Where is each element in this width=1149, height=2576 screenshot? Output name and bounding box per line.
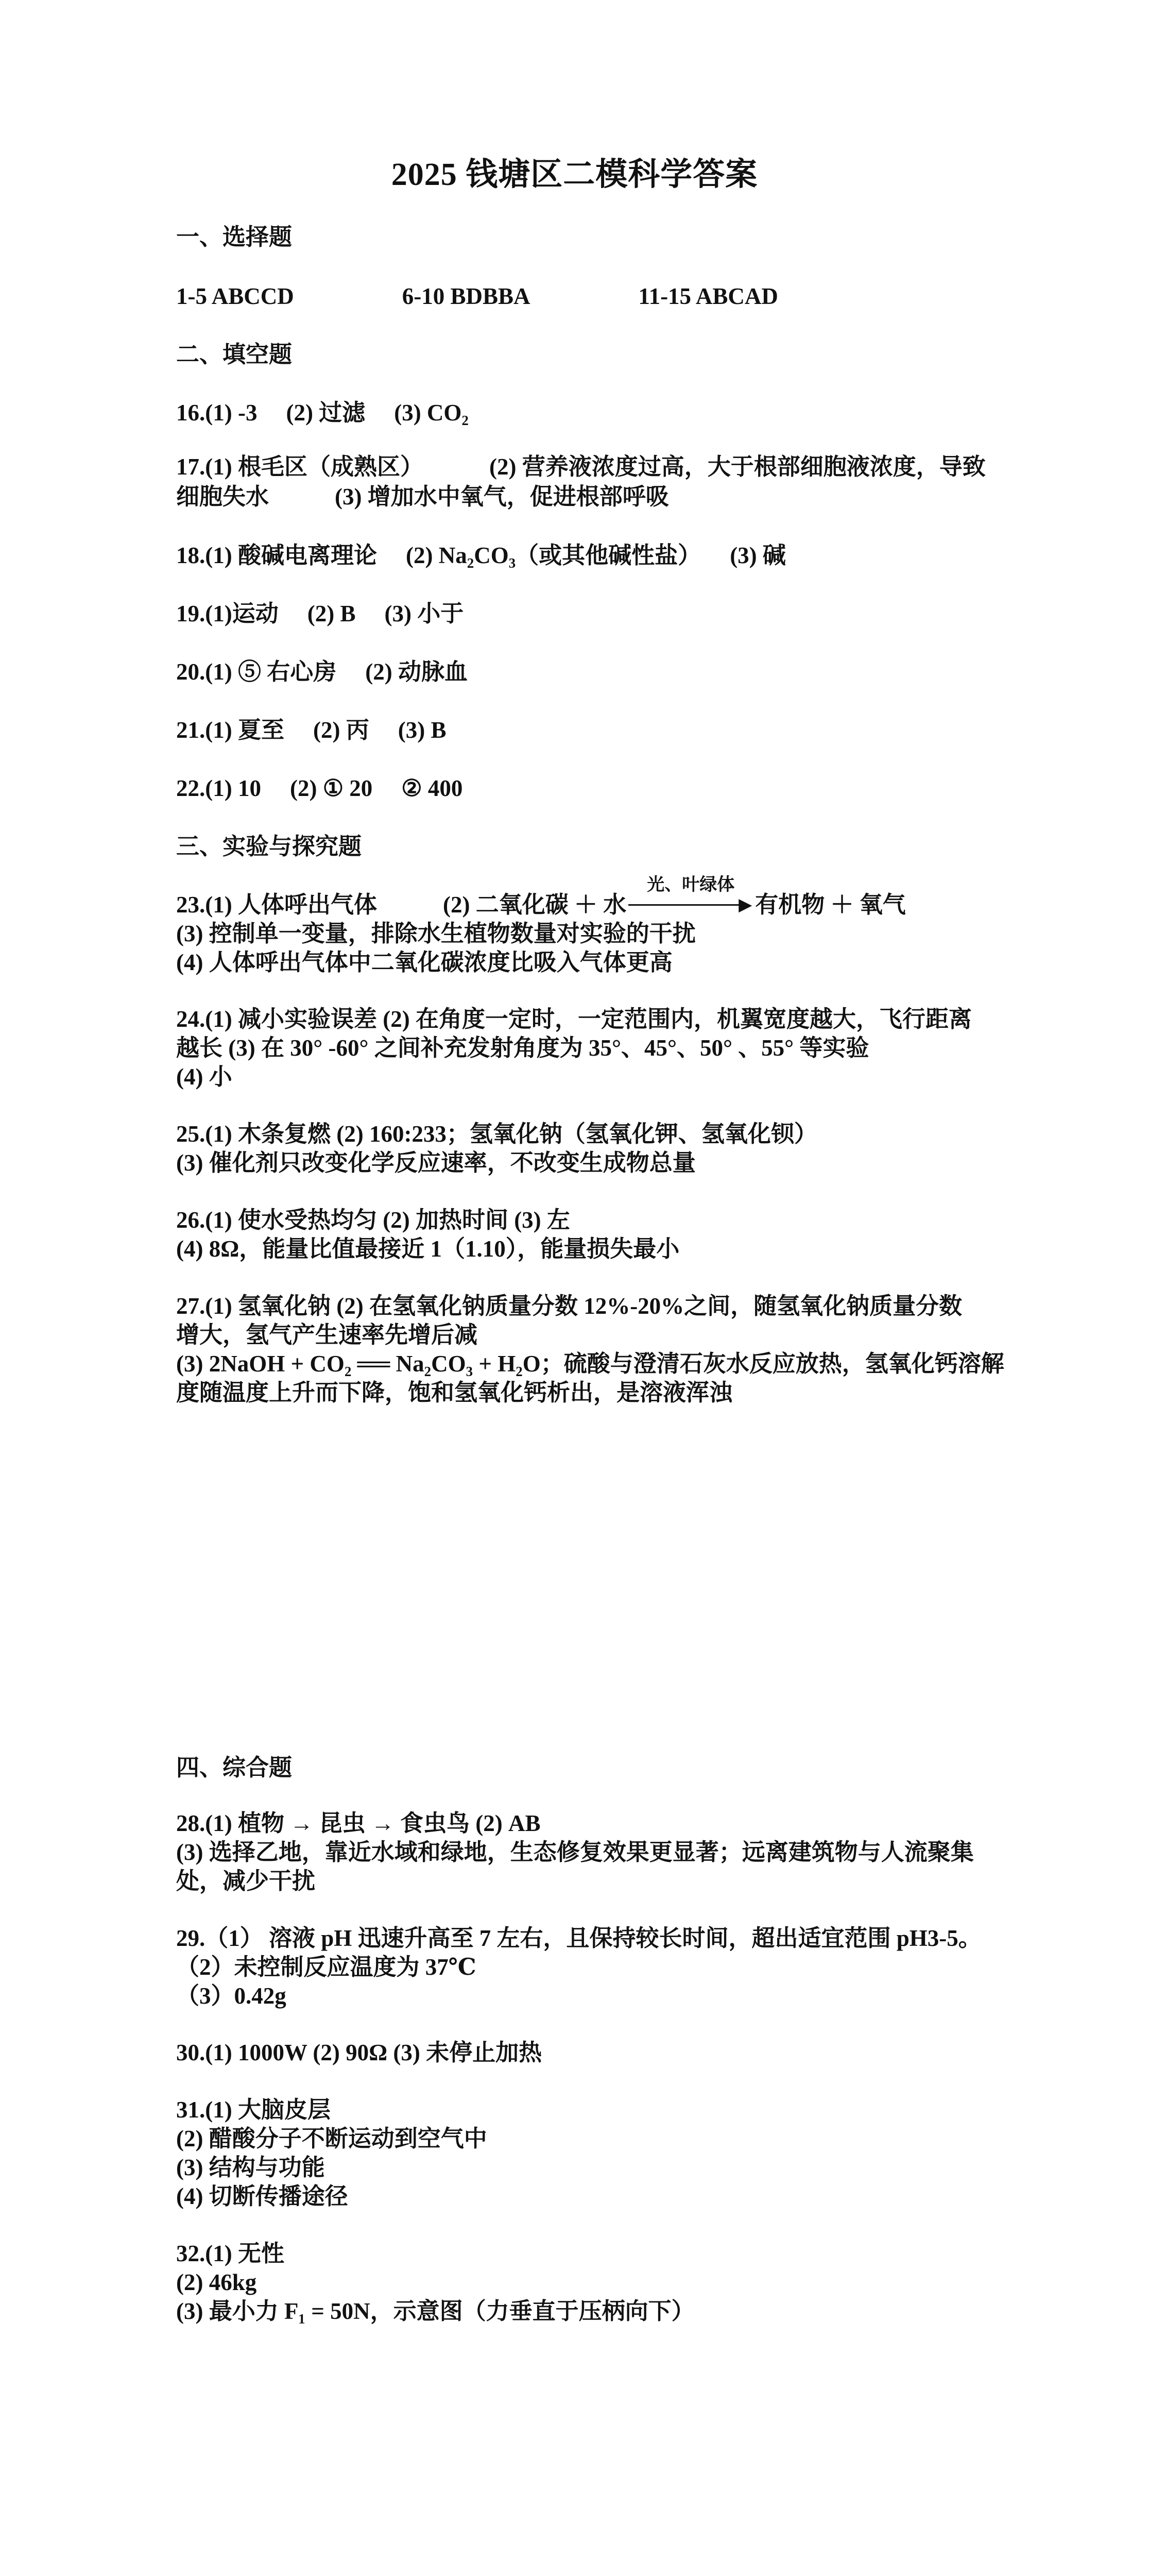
answer-q23-line2: (3) 控制单一变量，排除水生植物数量对实验的干扰 bbox=[176, 921, 696, 946]
answer-q26-line2: (4) 8Ω，能量比值最接近 1（1.10），能量损失最小 bbox=[176, 1236, 680, 1262]
answer-q27-line1: 27.(1) 氢氧化钠 (2) 在氢氧化钠质量分数 12%-20%之间，随氢氧化钠质量分数 bbox=[176, 1293, 963, 1319]
answer-q16 bbox=[176, 398, 469, 427]
answer-q25-line2: (3) 催化剂只改变化学反应速率，不改变生成物总量 bbox=[176, 1150, 696, 1176]
q22-part2-2: ② 400 bbox=[401, 775, 463, 801]
section-heading-experiment: 三、实验与探究题 bbox=[176, 834, 362, 859]
q16-part2: (2) 过滤 bbox=[286, 400, 366, 426]
q21-part1: 21.(1) 夏至 bbox=[176, 717, 284, 743]
answer-q31-line2: (2) 醋酸分子不断运动到空气中 bbox=[176, 2126, 487, 2151]
answer-q28-line3: 处，减少干扰 bbox=[176, 1868, 316, 1894]
answer-q27-line4: 度随温度上升而下降，饱和氢氧化钙析出，是溶液浑浊 bbox=[176, 1380, 733, 1405]
q18-part3: (3) 碱 bbox=[730, 543, 786, 568]
q23-part2-products: 有机物 ＋ 氧气 bbox=[755, 892, 906, 918]
q23-part2-reactants: (2) 二氧化碳 ＋ 水 bbox=[442, 892, 627, 918]
answer-q31-line4: (4) 切断传播途径 bbox=[176, 2183, 348, 2209]
answer-q28-line2: (3) 选择乙地，靠近水域和绿地，生态修复效果更显著；远离建筑物与人流聚集 bbox=[176, 1839, 974, 1865]
section-heading-choice: 一、选择题 bbox=[176, 224, 293, 250]
answer-q32-line3: (3) 最小力 F₁ = 50N，示意图（力垂直于压柄向下） bbox=[176, 2298, 695, 2324]
arrow-head-icon: ▶ bbox=[739, 895, 752, 914]
answer-q17-line2 bbox=[176, 482, 669, 511]
section-heading-fill: 二、填空题 bbox=[176, 342, 293, 367]
answer-q31-line3: (3) 结构与功能 bbox=[176, 2155, 325, 2180]
q23-part1: 23.(1) 人体呼出气体 bbox=[176, 892, 377, 918]
q16-part1: 16.(1) -3 bbox=[176, 400, 258, 426]
q17-part2: (2) 营养液浓度过高，大于根部细胞液浓度，导致 bbox=[489, 454, 986, 480]
q17-part3: (3) 增加水中氧气，促进根部呼吸 bbox=[335, 484, 669, 510]
answer-row-choice bbox=[176, 282, 778, 311]
answer-q26-line1: 26.(1) 使水受热均匀 (2) 加热时间 (3) 左 bbox=[176, 1207, 570, 1233]
answer-q27-line3: (3) 2NaOH + CO₂ ══ Na₂CO₃ + H₂O；硫酸与澄清石灰水反应放热，氢氧化钙溶解 bbox=[176, 1351, 1004, 1377]
answer-q32-line1: 32.(1) 无性 bbox=[176, 2241, 284, 2266]
answer-q22 bbox=[176, 774, 462, 803]
answer-q24-line3: (4) 小 bbox=[176, 1064, 232, 1090]
answer-q23-line3: (4) 人体呼出气体中二氧化碳浓度比吸入气体更高 bbox=[176, 950, 673, 975]
answer-q28-line1: 28.(1) 植物 → 昆虫 → 食虫鸟 (2) AB bbox=[176, 1810, 541, 1836]
section-heading-comprehensive: 四、综合题 bbox=[176, 1755, 293, 1781]
answer-q25-line1: 25.(1) 木条复燃 (2) 160:233；氢氧化钠（氢氧化钾、氢氧化钡） bbox=[176, 1121, 817, 1147]
answer-q23-line1 bbox=[176, 875, 906, 919]
q19-part1: 19.(1)运动 bbox=[176, 601, 279, 626]
q21-part3: (3) B bbox=[398, 717, 447, 743]
choice-answers-11-15: 11-15 ABCAD bbox=[638, 283, 778, 309]
q19-part3: (3) 小于 bbox=[384, 601, 464, 626]
arrow-line bbox=[628, 904, 744, 906]
answer-q29-line1: 29.（1） 溶液 pH 迅速升高至 7 左右，且保持较长时间，超出适宜范围 pH3-5。 bbox=[176, 1925, 982, 1951]
q20-part1: 20.(1) ⑤ 右心房 bbox=[176, 659, 337, 685]
q21-part2: (2) 丙 bbox=[313, 717, 369, 743]
answer-q32-line2: (2) 46kg bbox=[176, 2269, 257, 2295]
q22-part1: 22.(1) 10 bbox=[176, 775, 261, 801]
answer-q24-line1: 24.(1) 减小实验误差 (2) 在角度一定时，一定范围内，机翼宽度越大，飞行距离 bbox=[176, 1006, 972, 1032]
q17-part2-cont: 细胞失水 bbox=[176, 484, 269, 510]
q19-part2: (2) B bbox=[307, 601, 356, 626]
answer-q27-line2: 增大，氢气产生速率先增后减 bbox=[176, 1322, 478, 1348]
answer-q21 bbox=[176, 716, 446, 744]
answer-q29-line3: （3）0.42g bbox=[176, 1983, 286, 2009]
answer-q19 bbox=[176, 599, 464, 628]
q20-part2: (2) 动脉血 bbox=[365, 659, 468, 685]
page-title: 2025 钱塘区二模科学答案 bbox=[391, 157, 758, 192]
answer-q29-line2: （2）未控制反应温度为 37℃ bbox=[176, 1954, 476, 1980]
q18-part2: (2) Na₂CO₃（或其他碱性盐） bbox=[405, 543, 701, 568]
answer-q30: 30.(1) 1000W (2) 90Ω (3) 未停止加热 bbox=[176, 2040, 542, 2065]
reaction-condition: 光、叶绿体 bbox=[647, 875, 735, 894]
q18-part1: 18.(1) 酸碱电离理论 bbox=[176, 543, 377, 568]
choice-answers-6-10: 6-10 BDBBA bbox=[402, 283, 530, 309]
answer-q20 bbox=[176, 657, 468, 686]
choice-answers-1-5: 1-5 ABCCD bbox=[176, 283, 294, 309]
reaction-arrow bbox=[626, 875, 755, 919]
q22-part2-1: (2) ① 20 bbox=[289, 775, 373, 801]
answer-q31-line1: 31.(1) 大脑皮层 bbox=[176, 2097, 331, 2123]
q16-part3: (3) CO₂ bbox=[394, 400, 469, 426]
answer-q24-line2: 越长 (3) 在 30° -60° 之间补充发射角度为 35°、45°、50° 、55° 等实验 bbox=[176, 1035, 869, 1061]
answer-q18 bbox=[176, 541, 786, 570]
q17-part1: 17.(1) 根毛区（成熟区） bbox=[176, 454, 423, 480]
answer-q17-line1 bbox=[176, 452, 986, 481]
